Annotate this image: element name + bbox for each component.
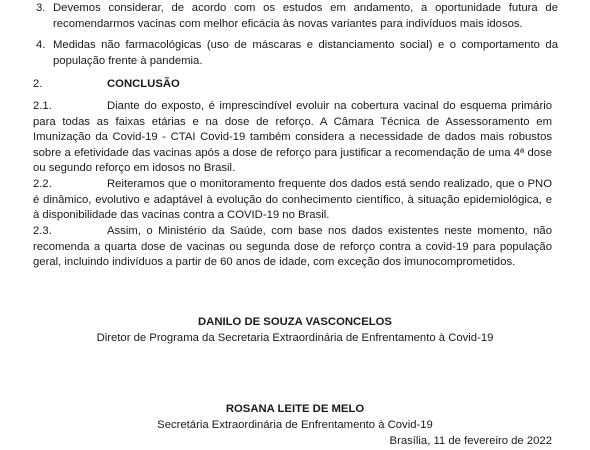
list-item-number: 3.	[36, 2, 46, 14]
list-item-number: 4.	[36, 39, 46, 51]
list-item-text: Medidas não farmacológicas (uso de máscaras e distanciamento social) e o comportamento da população frente à pandemia.	[53, 39, 558, 67]
paragraph-2-1	[33, 99, 552, 177]
signature-block	[0, 315, 590, 346]
signatory-title: Diretor de Programa da Secretaria Extraordinária de Enfrentamento à Covid-19	[96, 331, 494, 344]
paragraph-number: 2.1.	[33, 100, 52, 112]
signatory-name: DANILO DE SOUZA VASCONCELOS	[198, 316, 392, 328]
paragraph-number: 2.3.	[33, 225, 52, 237]
signatory-name: ROSANA LEITE DE MELO	[225, 403, 365, 415]
list-item	[36, 1, 558, 32]
paragraph-2-2	[33, 177, 552, 224]
footer-date: Brasília, 11 de fevereiro de 2022	[389, 435, 552, 447]
signature-block	[0, 402, 590, 433]
paragraph-text: Assim, o Ministério da Saúde, com base nos dados existentes neste momento, não recomenda a quarta dose de vacinas ou segunda dose de reforço contra a covid-19 para população geral, incluindo indivíduos a partir de 60 anos de idade, com exceção dos imunocomprometidos.	[33, 225, 552, 269]
section-title: CONCLUSÃO	[107, 78, 180, 90]
signatory-title: Secretária Extraordinária de Enfrentamento à Covid-19	[157, 418, 433, 431]
section-number: 2.	[33, 78, 43, 90]
list-item-text: Devemos considerar, de acordo com os estudos em andamento, a oportunidade futura de recomendarmos vacinas com melhor eficácia às novas variantes para indivíduos mais idosos.	[53, 2, 558, 30]
paragraph-text: Diante do exposto, é imprescindível evoluir na cobertura vacinal do esquema primário para todas as faixas etárias e na dose de reforço. A Câmara Técnica de Assessoramento em Imunização da Covid-19 - CTAI Covid-19 também considera a necessidade de dados mais robustos sobre a efetividade das vacinas após a dose de reforço para justificar a recomendação de uma 4ª dose ou segundo reforço em idosos no Brasil.	[33, 100, 552, 175]
list-item	[36, 38, 558, 69]
paragraph-text: Reiteramos que o monitoramento frequente dos dados está sendo realizado, que o PNO é dinâmico, evolutivo e adaptável à evolução do conhecimento científico, à situação epidemiológica, e à disponibilidade das vacinas contra a COVID-19 no Brasil.	[33, 178, 552, 222]
paragraph-2-3	[33, 224, 552, 271]
paragraph-number: 2.2.	[33, 178, 52, 190]
